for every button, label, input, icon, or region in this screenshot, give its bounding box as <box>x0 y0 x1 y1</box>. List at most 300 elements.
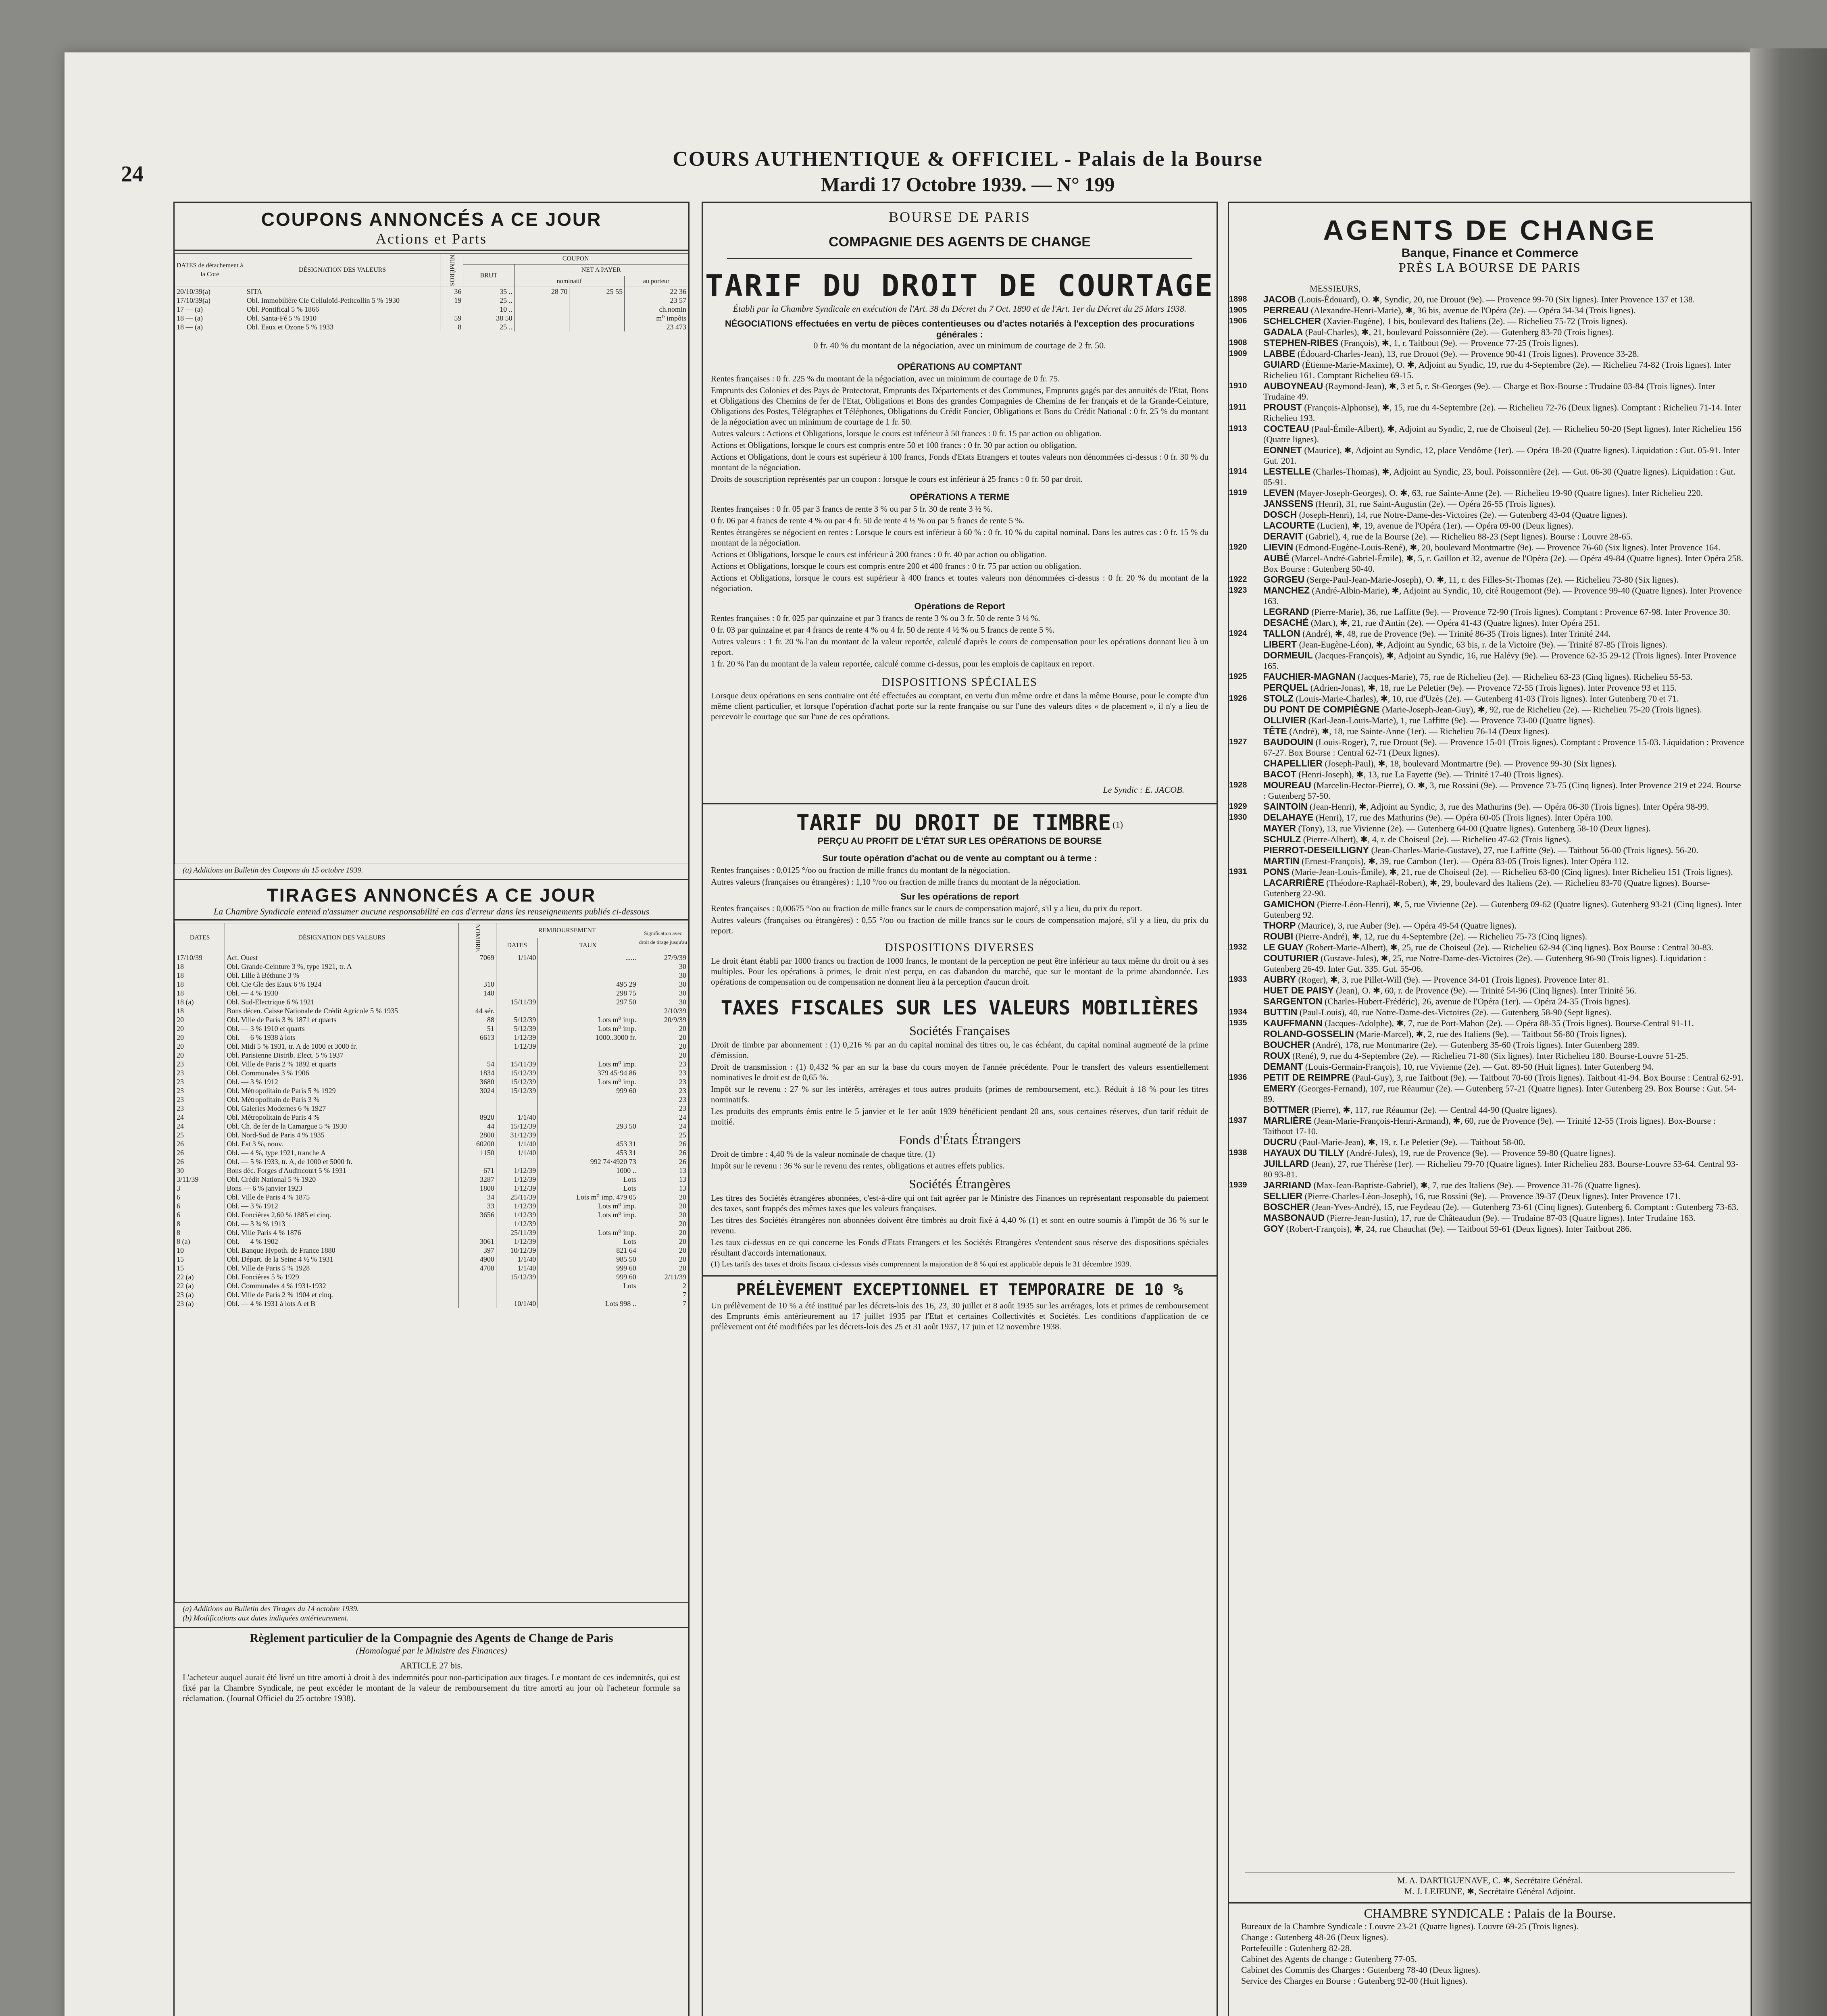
agent-name: STEPHEN-RIBES <box>1263 337 1339 348</box>
tirage-cell-sig: 30 <box>638 998 688 1006</box>
agent-detail: (André-Albin-Marie), ✱, Adjoint au Syndic, 10, cité Rougemont (9e). — Provence 99-40 (Quatre lignes). Inter Provence 163. <box>1263 585 1742 606</box>
table-row <box>175 1210 688 1219</box>
agent-detail: (Louis-Édouard), O. ✱, Syndic, 20, rue Drouot (9e). — Provence 99-70 (Six lignes). Inter Provence 137 et 138. <box>1298 294 1695 304</box>
coupon-cell-nominatif: 28 70 <box>514 287 569 296</box>
tirage-cell-date: 24 <box>175 1113 225 1122</box>
tirage-cell-taux <box>538 962 638 971</box>
list-item <box>1247 359 1744 381</box>
list-item <box>1247 899 1744 920</box>
syndic-signature: Le Syndic : E. JACOB. <box>1103 785 1184 795</box>
tirage-cell-sig: 23 <box>638 1086 688 1095</box>
agent-detail: (Joseph-Paul), ✱, 18, boulevard Montmartre (9e). — Provence 99-30 (Six lignes). <box>1325 758 1617 768</box>
agent-detail: (André-Jules), 19, rue de Provence (9e). — Provence 59-80 (Quatre lignes). <box>1346 1148 1616 1158</box>
tirage-cell-nombre: 60200 <box>458 1139 496 1148</box>
agent-detail: (Lucien), ✱, 19, avenue de l'Opéra (1er). — Opéra 09-00 (Deux lignes). <box>1317 521 1573 531</box>
list-item <box>1247 1223 1744 1234</box>
agent-detail: (Maurice), 3, rue Auber (9e). — Opéra 49-54 (Quatre lignes). <box>1298 921 1517 931</box>
agent-detail: (Marcel-André-Gabriel-Émile), ✱, 5, r. Gaillon et 32, avenue de l'Opéra (2e). — Opéra 49-84 (Quatre lignes). Inter Opéra 258. Box Bourse : Gutenberg 50-40. <box>1263 553 1744 574</box>
coupons-note: (a) Additions au Bulletin des Coupons du 15 octobre 1939. <box>175 864 688 877</box>
agent-year: 1925 <box>1229 672 1247 681</box>
tirage-cell-sig: 20 <box>638 1042 688 1051</box>
tirage-cell-date: 20 <box>175 1042 225 1051</box>
company-name: COMPAGNIE DES AGENTS DE CHANGE <box>829 234 1091 250</box>
tirage-cell-designation: Obl. Parisienne Distrib. Elect. 5 % 1937 <box>225 1051 459 1060</box>
tirage-cell-taux: Lots <box>538 1237 638 1246</box>
agent-detail: (Jean), 27, rue Thérèse (1er). — Richelieu 79-70 (Quatre lignes). Inter Richelieu 283. Bourse-Louvre 53-64. Central 93-80 93-81. <box>1263 1159 1739 1179</box>
tirage-cell-rdate: 15/12/39 <box>496 1272 537 1281</box>
tirage-cell-rdate: 1/12/39 <box>496 1033 537 1042</box>
list-item <box>1229 305 1744 316</box>
agent-detail: (Paul-Émile-Albert), ✱, Adjoint au Syndic, 2, rue de Choiseul (2e). — Richelieu 50-20 (Sept lignes). Inter Richelieu 156 (Quatre lignes). <box>1263 424 1742 444</box>
tirage-cell-taux: Lots <box>538 1281 638 1290</box>
agent-detail: (Roger), ✱, 3, rue Pillet-Will (9e). — Provence 34-01 (Trois lignes). Provence Inter 81. <box>1298 975 1609 985</box>
agent-name: GOY <box>1263 1223 1284 1234</box>
table-row <box>175 1228 688 1237</box>
tirage-cell-nombre: 54 <box>458 1060 496 1068</box>
agent-detail: (Edmond-Eugène-Louis-René), ✱, 20, boulevard Montmartre (9e). — Provence 76-60 (Six lignes). Inter Provence 164. <box>1295 542 1721 552</box>
tirage-cell-nombre: 310 <box>458 980 496 989</box>
tirage-cell-designation: Obl. Ville de Paris 2 % 1892 et quarts <box>225 1060 459 1068</box>
tirage-col-dates: DATES <box>175 923 225 953</box>
agent-year: 1939 <box>1229 1181 1247 1189</box>
list-item <box>1247 834 1744 845</box>
coupon-cell-nominatif <box>514 296 569 305</box>
agent-name: PONS <box>1263 866 1290 877</box>
tirage-cell-date: 24 <box>175 1122 225 1131</box>
agent-name: ROUX <box>1263 1050 1290 1061</box>
list-item <box>1229 1018 1744 1029</box>
list-item <box>1229 671 1744 682</box>
agent-detail: (Max-Jean-Baptiste-Gabriel), ✱, 7, rue des Italiens (9e). — Provence 31-76 (Quatre lignes). <box>1313 1180 1641 1190</box>
tirage-cell-nombre <box>458 998 496 1006</box>
tirage-cell-sig: 23 <box>638 1104 688 1113</box>
prelevement-text: Un prélèvement de 10 % a été institué par les décrets-lois des 16, 23, 30 juillet et 8 août 1935 sur les arrérages, lots et primes de remboursement des Emprunts émis antérieurement au 17 juillet 1935 par l'Etat et certaines Collectivités et Sociétés. Les conditions d'application de ce prélèvement ont été modifiées par les décrets-lois des 25 et 31 août 1937, 17 juin et 12 novembre 1938. <box>711 1301 1208 1331</box>
agent-year: 1906 <box>1229 317 1247 325</box>
diverses-title: DISPOSITIONS DIVERSES <box>885 941 1035 954</box>
list-item <box>1229 574 1744 585</box>
tirage-cell-sig: 25 <box>638 1131 688 1139</box>
list-item <box>1247 639 1744 650</box>
list-item <box>1247 920 1744 931</box>
paragraph: Actions et Obligations, lorsque le cours est compris entre 200 et 400 francs : 0 fr. 75 par action ou obligation. <box>711 561 1081 571</box>
tirage-cell-rdate <box>496 962 537 971</box>
chambre-line: Bureaux de la Chambre Syndicale : Louvre 23-21 (Quatre lignes). Louvre 69-25 (Trois lignes). <box>1241 1921 1579 1931</box>
agent-year: 1926 <box>1229 694 1247 703</box>
tirage-cell-sig: 26 <box>638 1157 688 1166</box>
agent-detail: (Marie-Jean-Louis-Émile), ✱, 21, rue de Choiseul (2e). — Richelieu 63-00 (Cinq lignes). Inter Richelieu 151 (Trois lignes). <box>1292 867 1733 877</box>
coupon-cell-porteur: 25 55 <box>569 287 625 296</box>
tirage-cell-sig: 27/9/39 <box>638 953 688 962</box>
agent-name: DERAVIT <box>1263 531 1304 541</box>
coupon-cell-brut: 38 50 <box>463 314 514 323</box>
reglement-text: L'acheteur auquel aurait été livré un titre amorti à droit à des indemnités pour non-participation aux tirages. Le montant de ces indemnités, qui est fixé par la Chambre Syndicale, ne peut excéder le montant de la valeur de remboursement du titre amorti au jour où l'acheteur formule sa réclamation. (Journal Officiel du 25 octobre 1938). <box>183 1672 680 1703</box>
comptant-text <box>703 373 1217 484</box>
agent-detail: (Henri), 17, rue des Mathurins (9e). — Opéra 60-05 (Trois lignes). Inter Opéra 100. <box>1315 812 1613 823</box>
agent-name: PIERROT-DESEILLIGNY <box>1263 845 1369 855</box>
agents-subtitle2: PRÈS LA BOURSE DE PARIS <box>1398 260 1581 275</box>
page-number: 24 <box>121 162 144 187</box>
tirage-cell-rdate: 1/1/40 <box>496 1139 537 1148</box>
paragraph: Rentes françaises : 0 fr. 025 par quinzaine et par 3 francs de rente 3 % ou 3 fr. 50 de rente 3 ½ %. <box>711 613 1040 623</box>
agent-name: HUET DE PAISY <box>1263 985 1334 996</box>
tirage-cell-designation: Obl. Ville de Paris 4 % 1875 <box>225 1193 459 1202</box>
agent-detail: (Théodore-Raphaël-Robert), ✱, 29, boulevard des Italiens (2e). — Richelieu 83-70 (Quatre lignes). Bourse-Gutenberg 22-90. <box>1263 878 1710 898</box>
list-item <box>1229 348 1744 359</box>
tirage-cell-taux <box>538 1131 638 1139</box>
list-item <box>1229 402 1744 423</box>
tirage-cell-date: 15 <box>175 1255 225 1264</box>
tirage-cell-designation: Obl. Départ. de la Seine 4 ½ % 1931 <box>225 1255 459 1264</box>
tirage-cell-rdate: 5/12/39 <box>496 1015 537 1024</box>
agent-detail: (Tony), 13, rue Vivienne (2e). — Gutenberg 64-00 (Quatre lignes). Gutenberg 58-10 (Deux lignes). <box>1298 823 1651 833</box>
tirage-col-taux: TAUX <box>538 938 638 953</box>
tirage-cell-taux: Lots m⁰ imp. <box>538 1210 638 1219</box>
list-item <box>1247 1104 1744 1115</box>
list-item <box>1247 845 1744 856</box>
secretary-adjoint: M. J. LEJEUNE, ✱, Secrétaire Général Adjoint. <box>1404 1886 1576 1896</box>
tirage-cell-rdate <box>496 1051 537 1060</box>
table-row <box>175 287 688 296</box>
list-item <box>1229 737 1744 758</box>
list-item <box>1229 1115 1744 1137</box>
coupons-title: COUPONS ANNONCÉS A CE JOUR <box>261 209 602 230</box>
list-item <box>1247 1029 1744 1039</box>
tirage-cell-rdate: 1/12/39 <box>496 1237 537 1246</box>
list-item <box>1229 487 1744 498</box>
table-row <box>175 1157 688 1166</box>
tirage-cell-sig: 20 <box>638 1237 688 1246</box>
tirage-cell-date: 8 <box>175 1219 225 1228</box>
tirage-cell-sig: 7 <box>638 1299 688 1308</box>
tirage-cell-rdate: 1/12/39 <box>496 1175 537 1184</box>
list-item <box>1247 715 1744 726</box>
coupon-cell-extra: m⁰ impôts <box>625 314 688 323</box>
tirage-cell-sig: 30 <box>638 989 688 998</box>
agent-detail: (Marie-Joseph-Jean-Guy), ✱, 92, rue de Richelieu (2e). — Richelieu 75-20 (Trois lignes). <box>1382 704 1702 714</box>
fr-title: Sociétés Françaises <box>909 1023 1010 1038</box>
tirage-cell-nombre: 33 <box>458 1202 496 1210</box>
agent-name: MAYER <box>1263 823 1296 833</box>
tirage-cell-sig: 30 <box>638 962 688 971</box>
tirage-col-designation: DÉSIGNATION DES VALEURS <box>225 923 459 953</box>
list-item <box>1247 682 1744 693</box>
tirage-cell-taux: 1000..3000 fr. <box>538 1033 638 1042</box>
tirage-cell-taux: 453 31 <box>538 1148 638 1157</box>
paragraph: Impôt sur le revenu : 27 % sur les intérêts, arrérages et tous autres produits (primes de remboursement, etc.). Réduit à 18 % pour les titres nominatifs. <box>711 1084 1208 1104</box>
tirages-table <box>175 923 688 1308</box>
agent-name: PERQUEL <box>1263 682 1308 693</box>
agent-detail: (Alexandre-Henri-Marie), ✱, 36 bis, avenue de l'Opéra (2e). — Opéra 34-34 (Trois lignes). <box>1310 305 1636 315</box>
tirage-cell-rdate <box>496 1104 537 1113</box>
agent-name: SAINTOIN <box>1263 801 1308 812</box>
agent-name: JACOB <box>1263 294 1296 304</box>
agent-detail: (Pierre-Charles-Léon-Joseph), 16, rue Rossini (9e). — Provence 39-37 (Deux lignes). Inter Provence 171. <box>1304 1191 1681 1201</box>
tirage-cell-taux: 379 45·94 86 <box>538 1068 638 1077</box>
tirage-cell-rdate: 1/12/39 <box>496 1042 537 1051</box>
diverses-text: Le droit étant établi par 1000 francs ou fraction de 1000 francs, le montant de la perception ne peut être inférieur au taux même du droit ou à ses multiples. Pour les opérations à primes, le droit n'est perçu, en cas d'abandon du marché, que sur le montant de la prime abandonnée. Les opérations de compensation ou de compensation ne donnent lieu à la perception d'aucun droit. <box>711 956 1208 987</box>
messieurs: MESSIEURS, <box>1310 283 1361 294</box>
agent-detail: (Pierre-Albert), ✱, 4, r. de Choiseul (2e). — Richelieu 47-62 (Trois lignes). <box>1303 834 1571 844</box>
agent-name: GAMICHON <box>1263 899 1315 909</box>
list-item <box>1229 466 1744 487</box>
tirage-col-rdates: DATES <box>496 938 537 953</box>
tirage-cell-rdate <box>496 1157 537 1166</box>
tirage-cell-rdate <box>496 1006 537 1015</box>
agent-name: LACARRIÈRE <box>1263 877 1324 888</box>
tirage-cell-taux <box>538 1042 638 1051</box>
table-row <box>175 998 688 1006</box>
tirage-cell-designation: Obl. Galeries Modernes 6 % 1927 <box>225 1104 459 1113</box>
agent-detail: (Marcelin-Hector-Pierre), O. ✱, 3, rue Rossini (9e). — Provence 73-75 (Cinq lignes). Inter Provence 219 et 224. Bourse : Gutenberg 57-50. <box>1263 780 1741 801</box>
agent-detail: (Mayer-Joseph-Georges), O. ✱, 63, rue Sainte-Anne (2e). — Richelieu 19-90 (Quatre lignes). Inter Richelieu 220. <box>1296 488 1703 498</box>
agent-detail: (Robert-Marie-Albert), ✱, 25, rue de Choiseul (2e). — Richelieu 62-94 (Cinq lignes). Box Bourse : Central 30-83. <box>1306 942 1714 952</box>
agent-year: 1898 <box>1229 295 1247 304</box>
agent-detail: (André), ✱, 48, rue de Provence (9e). — Trinité 86-35 (Trois lignes). Inter Trinité 244. <box>1302 629 1611 639</box>
tirage-cell-nombre: 3656 <box>458 1210 496 1219</box>
tirage-cell-nombre <box>458 1042 496 1051</box>
tirage-cell-designation: Obl. Communales 3 % 1906 <box>225 1068 459 1077</box>
tirage-cell-sig: 24 <box>638 1122 688 1131</box>
table-row <box>175 1193 688 1202</box>
tirage-cell-nombre <box>458 1157 496 1166</box>
table-row <box>175 953 688 962</box>
paragraph: Autres valeurs (françaises ou étrangères) : 1,10 °/oo ou fraction de mille francs du montant de la négociation. <box>711 877 1081 887</box>
tirage-cell-date: 23 <box>175 1095 225 1104</box>
tirage-cell-designation: Obl. Ville de Paris 2 % 1904 et cinq. <box>225 1290 459 1299</box>
paragraph: Droits de souscription représentés par un coupon : lorsque le cours est inférieur à 25 francs : 0 fr. 50 par droit. <box>711 474 1083 484</box>
tirage-cell-rdate: 25/11/39 <box>496 1228 537 1237</box>
list-item <box>1247 704 1744 715</box>
coupon-cell-porteur <box>569 323 625 331</box>
agent-year: 1920 <box>1229 543 1247 552</box>
tirage-cell-designation: Obl. — 4 % 1931 à lots A et B <box>225 1299 459 1308</box>
tirage-cell-date: 23 <box>175 1060 225 1068</box>
list-item <box>1247 823 1744 834</box>
tirage-cell-rdate: 15/12/39 <box>496 1068 537 1077</box>
agent-detail: (Gabriel), 4, rue de la Bourse (2e). — Richelieu 88-23 (Sept lignes). Bourse : Louvre 28-65. <box>1305 531 1633 541</box>
coupon-cell-date: 17/10/39(a) <box>175 296 245 305</box>
agent-name: LACOURTE <box>1263 520 1315 531</box>
etr-title: Sociétés Étrangères <box>909 1177 1010 1191</box>
paragraph: Actions et Obligations, lorsque le cours est compris entre 50 et 100 francs : 0 fr. 30 par action ou obligation. <box>711 440 1077 450</box>
paragraph: Actions et Obligations, dont le cours est supérieur à 100 francs, Fonds d'Etats Etrangers et toutes valeurs non dénommées ci-dessus : 0 fr. 30 % du montant de la négociation. <box>711 452 1208 472</box>
coupon-cell-designation: Obl. Santa-Fé 5 % 1910 <box>245 314 440 323</box>
tirage-cell-taux: Lots m⁰ imp. <box>538 1024 638 1033</box>
tirage-cell-sig: 7 <box>638 1290 688 1299</box>
agent-name: HAYAUX DU TILLY <box>1263 1148 1344 1158</box>
agent-name: EMERY <box>1263 1083 1296 1093</box>
tirage-cell-taux: 985 50 <box>538 1255 638 1264</box>
agent-name: BACOT <box>1263 769 1296 779</box>
table-row <box>175 1060 688 1068</box>
table-row <box>175 1299 688 1308</box>
bourse-header: BOURSE DE PARIS <box>889 209 1031 225</box>
table-row <box>175 1290 688 1299</box>
prelevement-title: PRÉLÈVEMENT EXCEPTIONNEL ET TEMPORAIRE DE 10 % <box>736 1281 1183 1299</box>
coupons-subtitle: Actions et Parts <box>376 231 487 247</box>
coupon-cell-designation: Obl. Pontifical 5 % 1866 <box>245 305 440 314</box>
tirage-cell-designation: Obl. Foncières 5 % 1929 <box>225 1272 459 1281</box>
tirage-cell-date: 22 (a) <box>175 1281 225 1290</box>
agents-title: AGENTS DE CHANGE <box>1323 215 1657 246</box>
agent-name: BOUCHER <box>1263 1039 1310 1050</box>
list-item <box>1229 780 1744 801</box>
agent-name: AUBOYNEAU <box>1263 381 1323 391</box>
agent-year: 1937 <box>1229 1116 1247 1125</box>
tirage-cell-designation: Obl. — 4 % 1930 <box>225 989 459 998</box>
tirage-cell-rdate: 1/12/39 <box>496 1202 537 1210</box>
tirage-cell-nombre <box>458 1219 496 1228</box>
agent-name: DEMANT <box>1263 1061 1303 1072</box>
table-row <box>175 1264 688 1272</box>
tirage-cell-date: 23 (a) <box>175 1290 225 1299</box>
tirage-cell-sig: 20 <box>638 1264 688 1272</box>
agent-detail: (François), ✱, 1, r. Taitbout (9e). — Provence 77-25 (Trois lignes). <box>1341 338 1579 348</box>
tirage-cell-date: 23 <box>175 1068 225 1077</box>
paragraph: 0 fr. 06 par 4 francs de rente 4 % ou par 4 fr. 50 de rente 4 ½ % ou par 5 francs de rente 5 %. <box>711 516 1025 525</box>
list-item <box>1229 1148 1744 1158</box>
col-dates: DATES de détachement à la Cote <box>175 254 245 287</box>
coupon-cell-numero: 36 <box>440 287 463 296</box>
list-item <box>1247 1050 1744 1061</box>
table-row <box>175 962 688 971</box>
agent-list <box>1229 294 1751 1866</box>
tirage-cell-sig: 24 <box>638 1113 688 1122</box>
list-item <box>1229 974 1744 985</box>
list-item <box>1247 445 1744 466</box>
tirage-cell-nombre: 1834 <box>458 1068 496 1077</box>
col-numeros: NUMÉROS <box>440 254 463 287</box>
list-item <box>1247 769 1744 780</box>
tirage-cell-nombre: 4700 <box>458 1264 496 1272</box>
agent-name: AUBÉ <box>1263 553 1290 563</box>
tirage-cell-date: 20 <box>175 1051 225 1060</box>
table-row <box>175 1237 688 1246</box>
reglement-subtitle: (Homologué par le Ministre des Finances) <box>356 1645 507 1656</box>
tirage-cell-date: 23 <box>175 1104 225 1113</box>
tirage-cell-sig: 23 <box>638 1068 688 1077</box>
agent-detail: (Charles-Hubert-Frédéric), 26, avenue de l'Opéra (1er). — Opéra 24-35 (Trois lignes). <box>1325 996 1631 1006</box>
agent-detail: (Jean-Marie-François-Henri-Armand), ✱, 60, rue de Provence (9e). — Trinité 12-55 (Trois lignes). Box-Bourse : Taitbout 17-10. <box>1263 1116 1716 1136</box>
timbre-subtitle: PERÇU AU PROFIT DE L'ÉTAT SUR LES OPÉRATIONS DE BOURSE <box>817 836 1102 846</box>
tirage-cell-nombre <box>458 1290 496 1299</box>
agent-detail: (Jean), O. ✱, 60, r. de Provence (9e). — Trinité 54-96 (Cinq lignes). Inter Trinité 56. <box>1336 985 1637 996</box>
tirage-cell-taux: Lots m⁰ imp. <box>538 1060 638 1068</box>
agent-year: 1919 <box>1229 488 1247 497</box>
paragraph: Rentes françaises : 0 fr. 05 par 3 francs de rente 3 % ou par 5 fr. 30 de rente 3 ½ %. <box>711 504 993 514</box>
tirage-cell-taux: Lots m⁰ imp. <box>538 1202 638 1210</box>
col-porteur: au porteur <box>625 276 688 287</box>
chambre-line: Cabinet des Commis des Charges : Gutenberg 78-40 (Deux lignes). <box>1241 1965 1481 1975</box>
tirages-note-b: (b) Modifications aux dates indiquées antérieurement. <box>183 1614 349 1622</box>
tirage-cell-nombre: 2800 <box>458 1131 496 1139</box>
tirage-cell-rdate: 5/12/39 <box>496 1024 537 1033</box>
table-row <box>175 1077 688 1086</box>
nego-rate: 0 fr. 40 % du montant de la négociation, avec un minimum de courtage de 2 fr. 50. <box>813 340 1106 350</box>
agent-year: 1913 <box>1229 424 1247 433</box>
tirage-cell-sig: 26 <box>638 1139 688 1148</box>
tirage-cell-nombre <box>458 971 496 980</box>
tirage-cell-rdate: 1/1/40 <box>496 1113 537 1122</box>
table-row <box>175 1148 688 1157</box>
table-row <box>175 305 688 314</box>
paragraph: Droit de transmission : (1) 0,432 % par an sur la base du cours moyen de l'année précédente. Pour le transfert des valeurs essentiellement nominatives le droit est de 0,65 %. <box>711 1062 1208 1082</box>
tirage-cell-rdate <box>496 980 537 989</box>
agent-name: GORGEU <box>1263 574 1305 585</box>
list-item <box>1247 877 1744 899</box>
tirage-cell-designation: Obl. Sud-Electrique 6 % 1921 <box>225 998 459 1006</box>
tirage-cell-designation: Obl. Métropolitain de Paris 4 % <box>225 1113 459 1122</box>
coupon-cell-date: 18 — (a) <box>175 323 245 331</box>
agent-detail: (Karl-Jean-Louis-Marie), 1, rue Laffitte (9e). — Provence 73-00 (Quatre lignes). <box>1308 715 1595 725</box>
tirage-cell-rdate: 1/12/39 <box>496 1184 537 1193</box>
agent-name: COUTURIER <box>1263 953 1319 963</box>
tirage-cell-taux <box>538 1104 638 1113</box>
tirage-cell-rdate: 10/1/40 <box>496 1299 537 1308</box>
tirage-cell-nombre: 7069 <box>458 953 496 962</box>
coupons-table-filler <box>175 331 688 864</box>
agent-detail: (Pierre-Léon-Henri), ✱, 5, rue Vivienne (2e). — Gutenberg 09-62 (Quatre lignes). Gutenberg 93-21 (Cinq lignes). Inter Gutenberg 92. <box>1263 899 1742 920</box>
agent-detail: (Étienne-Marie-Maxime), O. ✱, Adjoint au Syndic, 19, rue du 4-Septembre (2e). — Richelieu 74-82 (Trois lignes). Inter Richelieu 161. Comptant Richelieu 69-15. <box>1263 360 1731 380</box>
table-row <box>175 1281 688 1290</box>
chambre-lines <box>1229 1921 1751 1986</box>
paragraph: Les produits des emprunts émis entre le 5 janvier et le 1er août 1939 bénéficient pendant 20 ans, sous certaines réserves, d'un tarif réduit de moitié. <box>711 1106 1208 1127</box>
tirage-cell-sig: 26 <box>638 1148 688 1157</box>
tirage-cell-nombre <box>458 1228 496 1237</box>
tirage-cell-sig: 20 <box>638 1219 688 1228</box>
agent-year: 1934 <box>1229 1008 1247 1016</box>
paragraph: Autres valeurs : Actions et Obligations, lorsque le cours est inférieur à 50 frances : 0 fr. 15 par action ou obligation. <box>711 429 1102 438</box>
list-item <box>1229 801 1744 812</box>
tirages-table-filler <box>175 1308 688 1602</box>
tirage-cell-nombre <box>458 1281 496 1290</box>
chambre-line: Portefeuille : Gutenberg 82-28. <box>1241 1943 1352 1953</box>
tirage-cell-sig: 23 <box>638 1060 688 1068</box>
timbre-text2 <box>703 903 1217 936</box>
tirage-cell-rdate: 15/11/39 <box>496 1060 537 1068</box>
tirage-cell-rdate: 15/11/39 <box>496 998 537 1006</box>
tirage-cell-nombre: 671 <box>458 1166 496 1175</box>
coupon-cell-numero: 8 <box>440 323 463 331</box>
coupon-cell-date: 17 — (a) <box>175 305 245 314</box>
coupon-cell-designation: Obl. Eaux et Ozone 5 % 1933 <box>245 323 440 331</box>
tirage-cell-date: 6 <box>175 1193 225 1202</box>
paragraph: Les taux ci-dessus en ce qui concerne les Fonds d'Etats Etrangers et les Sociétés Etrangères s'entendent sous réserve des dispositions spéciales résultant d'accords internationaux. <box>711 1237 1208 1258</box>
tirage-cell-designation: Obl. — 4 % 1902 <box>225 1237 459 1246</box>
agent-detail: (André), ✱, 18, rue Sainte-Anne (1er). — Richelieu 76-14 (Deux lignes). <box>1289 726 1550 736</box>
tirage-cell-designation: Act. Ouest <box>225 953 459 962</box>
agent-name: ROLAND-GOSSELIN <box>1263 1029 1354 1039</box>
table-row <box>175 1024 688 1033</box>
timbre-title: TARIF DU DROIT DE TIMBRE <box>796 810 1111 835</box>
tirage-cell-sig: 2/11/39 <box>638 1272 688 1281</box>
tirage-cell-taux <box>538 1290 638 1299</box>
table-row <box>175 989 688 998</box>
list-item <box>1247 1202 1744 1212</box>
tirage-col-nombre: NOMBRE <box>458 923 496 953</box>
tirage-cell-date: 18 <box>175 962 225 971</box>
tirage-cell-date: 20 <box>175 1033 225 1042</box>
tirage-cell-rdate <box>496 1281 537 1290</box>
table-row <box>175 1104 688 1113</box>
chambre-title: CHAMBRE SYNDICALE : Palais de la Bourse. <box>1364 1906 1616 1920</box>
tirage-cell-sig: 30 <box>638 980 688 989</box>
agent-name: STOLZ <box>1263 693 1294 704</box>
tirage-cell-taux: 999 60 <box>538 1086 638 1095</box>
tirage-cell-designation: Obl. Métropolitain de Paris 5 % 1929 <box>225 1086 459 1095</box>
list-item <box>1247 606 1744 617</box>
col-coupon: COUPON <box>463 254 688 264</box>
